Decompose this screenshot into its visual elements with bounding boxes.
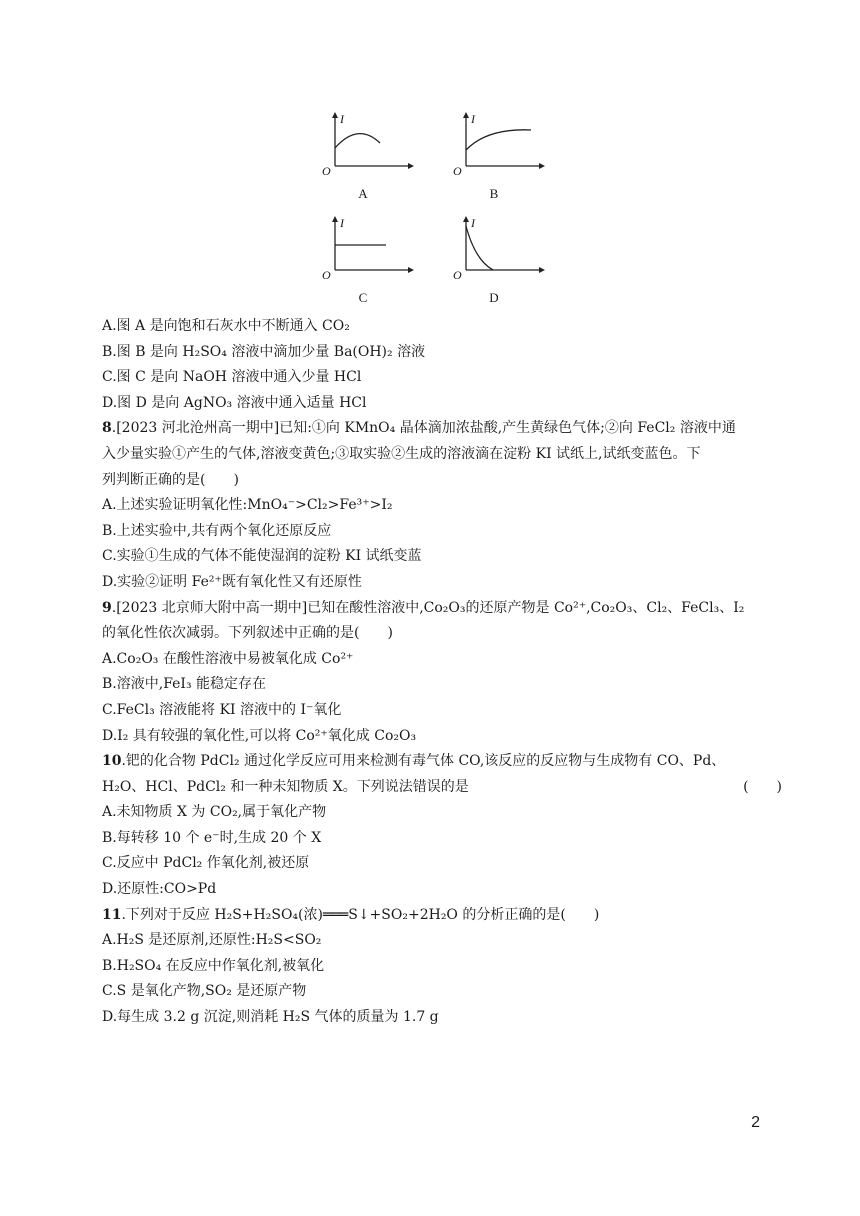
graph-a-axis-i: I	[340, 112, 344, 126]
graph-b-label: B	[489, 186, 499, 201]
q7-option-a: A.图 A 是向饱和石灰水中不断通入 CO₂	[102, 318, 350, 334]
q11-option-c: C.S 是氧化产物,SO₂ 是还原产物	[102, 983, 307, 1000]
q10-option-d: D.还原性:CO>Pd	[102, 881, 217, 898]
q7-option-d: D.图 D 是向 AgNO₃ 溶液中通入适量 HCl	[102, 394, 367, 411]
q10-stem-line-2	[102, 775, 782, 801]
q10-stem-2: H₂O、HCl、PdCl₂ 和一种未知物质 X。下列说法错误的是	[102, 778, 469, 795]
graph-d-svg	[449, 212, 549, 282]
graph-c-axis-i: I	[340, 216, 344, 230]
graph-c-label: C	[358, 290, 368, 305]
q8-number: 8	[102, 420, 112, 437]
graph-a-curve	[335, 134, 380, 148]
graph-d-axis-i: I	[471, 216, 475, 230]
graph-c	[318, 212, 418, 305]
q8-stem-line-1	[102, 416, 782, 442]
q8-option-d: D.实验②证明 Fe²⁺既有氧化性又有还原性	[102, 573, 362, 590]
question-text	[102, 314, 782, 1031]
q9-stem-2: 的氧化性依次减弱。下列叙述中正确的是( )	[102, 625, 393, 642]
q11-option-b: B.H₂SO₄ 在反应中作氧化剂,被氧化	[102, 957, 325, 974]
graph-d-curve	[466, 226, 493, 270]
q9-stem-1: .[2023 北京师大附中高一期中]已知在酸性溶液中,Co₂O₃的还原产物是 Co²⁺,Co₂O₃、Cl₂、FeCl₃、I₂	[111, 599, 745, 616]
graph-c-svg	[318, 212, 418, 282]
q11-number: 11	[102, 906, 122, 923]
q8-stem-3: 列判断正确的是( )	[102, 471, 239, 488]
q10-stem-1: .钯的化合物 PdCl₂ 通过化学反应可用来检测有毒气体 CO,该反应的反应物与生成物有 CO、Pd、	[121, 753, 726, 770]
current-graphs-figure	[318, 108, 618, 308]
q9-option-a: A.Co₂O₃ 在酸性溶液中易被氧化成 Co²⁺	[102, 650, 354, 667]
q10-number: 10	[102, 753, 122, 770]
q7-option-c: C.图 C 是向 NaOH 溶液中通入少量 HCl	[102, 369, 362, 386]
page-number: 2	[751, 1114, 760, 1131]
graph-a-label: A	[358, 186, 368, 201]
graph-c-axis-o: O	[322, 268, 331, 282]
graph-d	[449, 212, 549, 305]
q9-option-b: B.溶液中,FeI₃ 能稳定存在	[102, 676, 267, 693]
graph-b-axis-o: O	[453, 164, 462, 178]
graph-a-axis-o: O	[322, 164, 331, 178]
q9-number: 9	[102, 599, 112, 616]
q10-option-a: A.未知物质 X 为 CO₂,属于氧化产物	[102, 804, 327, 821]
q10-answer-paren: ( )	[743, 778, 782, 795]
q10-option-b: B.每转移 10 个 e⁻时,生成 20 个 X	[102, 829, 322, 846]
q9-stem-line-1	[102, 596, 782, 622]
q10-stem-line-1	[102, 749, 782, 775]
q11-stem-1: .下列对于反应 H₂S+H₂SO₄(浓)═══S↓+SO₂+2H₂O 的分析正确的是( )	[121, 906, 600, 923]
q11-stem-line-1	[102, 903, 782, 929]
graph-b-svg	[449, 108, 549, 178]
graph-a-svg	[318, 108, 418, 178]
q8-stem-1: .[2023 河北沧州高一期中]已知:①向 KMnO₄ 晶体滴加浓盐酸,产生黄绿色气体;②向 FeCl₂ 溶液中通	[111, 420, 736, 437]
q8-stem-2: 入少量实验①产生的气体,溶液变黄色;③取实验②生成的溶液滴在淀粉 KI 试纸上,试纸变蓝色。下	[102, 445, 701, 462]
q8-option-b: B.上述实验中,共有两个氧化还原反应	[102, 522, 332, 539]
q9-option-d: D.I₂ 具有较强的氧化性,可以将 Co²⁺氧化成 Co₂O₃	[102, 727, 417, 744]
graph-d-label: D	[489, 290, 499, 305]
q8-option-a: A.上述实验证明氧化性:MnO₄⁻>Cl₂>Fe³⁺>I₂	[102, 497, 393, 514]
q8-option-c: C.实验①生成的气体不能使湿润的淀粉 KI 试纸变蓝	[102, 548, 422, 565]
q7-option-b: B.图 B 是向 H₂SO₄ 溶液中滴加少量 Ba(OH)₂ 溶液	[102, 343, 426, 360]
q10-option-c: C.反应中 PdCl₂ 作氧化剂,被还原	[102, 855, 310, 872]
q11-option-a: A.H₂S 是还原剂,还原性:H₂S<SO₂	[102, 932, 322, 949]
q11-option-d: D.每生成 3.2 g 沉淀,则消耗 H₂S 气体的质量为 1.7 g	[102, 1009, 439, 1026]
graph-b-axis-i: I	[471, 112, 475, 126]
graph-b	[449, 108, 549, 201]
graph-a	[318, 108, 418, 201]
q9-option-c: C.FeCl₃ 溶液能将 KI 溶液中的 I⁻氧化	[102, 701, 342, 718]
graph-d-axis-o: O	[453, 268, 462, 282]
graph-b-curve	[466, 130, 531, 150]
